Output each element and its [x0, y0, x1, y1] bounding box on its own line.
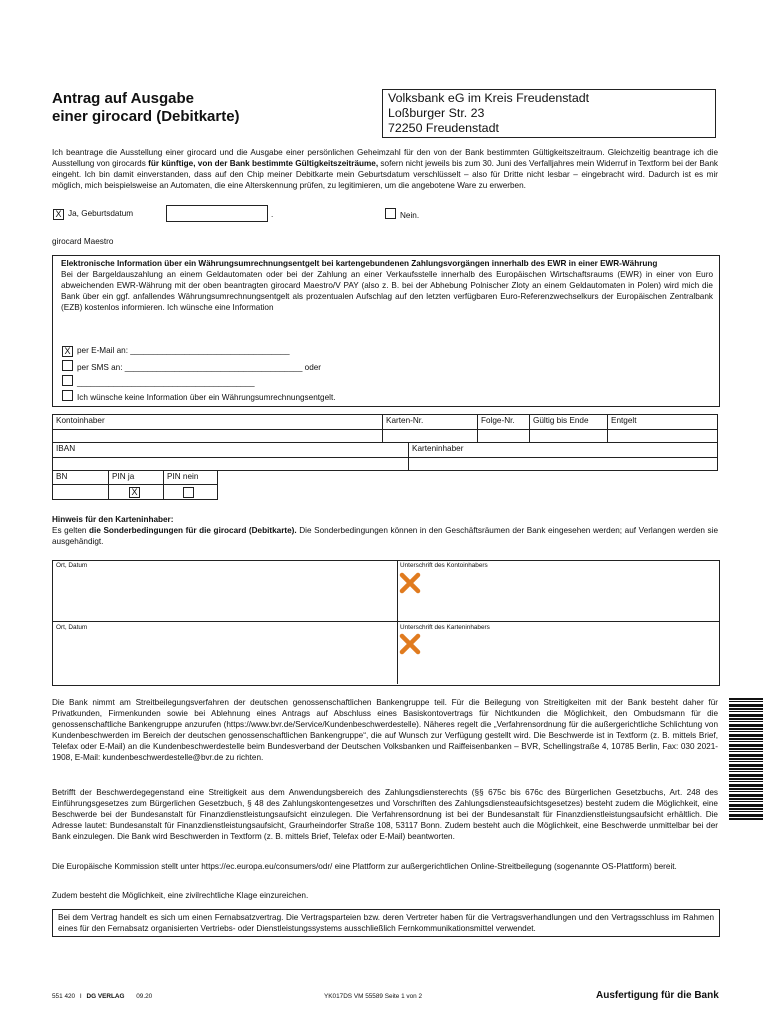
- bn-header: BN: [52, 470, 109, 485]
- karten-nr-header: Karten-Nr.: [382, 414, 478, 430]
- product-name: girocard Maestro: [52, 237, 114, 246]
- pin-ja-header: PIN ja: [108, 470, 164, 485]
- sign-here-cross-icon: [399, 633, 421, 655]
- hint-heading: Hinweis für den Karteninhaber:: [52, 515, 174, 524]
- signature-column-divider: [397, 560, 398, 684]
- folge-nr-header: Folge-Nr.: [477, 414, 530, 430]
- entgelt-field[interactable]: [607, 429, 718, 443]
- karteninhaber-field[interactable]: [408, 457, 718, 471]
- sig-kontoinhaber-field[interactable]: [430, 575, 710, 617]
- hint-text-2: Die Sonderbedingungen können in den Geschäftsräumen der Bank eingesehen werden; auf Verlangen werden sie ausgehändigt.: [52, 526, 718, 547]
- none-checkbox[interactable]: [62, 390, 73, 401]
- currency-option-none[interactable]: [62, 390, 336, 403]
- hint-text-1: Es gelten: [52, 526, 90, 536]
- birthdate-yes-checkbox[interactable]: X: [53, 209, 64, 220]
- birthdate-dot: .: [271, 210, 274, 219]
- karten-nr-field[interactable]: [382, 429, 478, 443]
- iban-field[interactable]: [52, 457, 409, 471]
- gueltig-field[interactable]: [529, 429, 608, 443]
- currency-option-other[interactable]: [62, 375, 255, 388]
- footer-form-number: YK017DS VM 55589 Seite 1 von 2: [324, 993, 423, 1000]
- birthdate-no-checkbox[interactable]: [385, 208, 396, 219]
- gueltig-header: Gültig bis Ende: [529, 414, 608, 430]
- sig-karteninhaber-label: Unterschrift des Karteninhabers: [400, 624, 490, 631]
- email-option-label: per E-Mail an: ___________________________________: [77, 346, 290, 355]
- currency-info-heading: Elektronische Information über ein Währungsumrechnungsentgelt bei kartengebundenen Zahlungsvorgängen innerhalb des EWR in einer EWR-Währung: [61, 259, 658, 268]
- currency-info-content: [61, 258, 713, 313]
- ort-datum-label-2: Ort, Datum: [56, 624, 88, 631]
- sign-here-cross-icon: [399, 572, 421, 594]
- footer-copy-label: Ausfertigung für die Bank: [596, 990, 719, 1001]
- kontoinhaber-header: Kontoinhaber: [52, 414, 383, 430]
- intro-text-1: Ich beantrage die Ausstellung einer girocard und die Ausgabe einer persönlichen Geheimzahl für den von der Bank bestimmten Gültigkeitszeitraum. Gleichzeitig beantrage ich die Ausstellung von girocards: [52, 148, 718, 169]
- kontoinhaber-field[interactable]: [52, 429, 383, 443]
- other-checkbox[interactable]: [62, 375, 73, 386]
- pin-ja-checkbox[interactable]: X: [129, 487, 140, 498]
- intro-paragraph: [52, 147, 718, 191]
- sig-karteninhaber-field[interactable]: [430, 636, 710, 680]
- entgelt-header: Entgelt: [607, 414, 718, 430]
- iban-header: IBAN: [52, 442, 409, 458]
- currency-info-body: Bei der Bargeldauszahlung an einem Geldautomaten oder bei der Zahlung an einer Verkaufsstelle innerhalb des Europäischen Wirtschaftsraums (EWR) in einer von Euro abweichenden EWR-Währung mit der oben beantragten girocard Maestro/V PAY (also z. B. bei der Abhebung Polnischer Zloty an einem Geldautomaten in Polen) wird mich die Bank über ein ggf. anfallendes Währungsumrechnungsentgelt als prozentualen Aufschlag auf den letzten verfügbaren Euro-Referenzwechselkurs der Europäischen Zentralbank (EZB) kostenlos informieren. Ich wünsche eine Information: [61, 270, 713, 313]
- cardholder-hint: [52, 514, 718, 547]
- intro-text-bold: für künftige, von der Bank bestimmte Gültigkeitszeiträume,: [148, 159, 379, 169]
- birthdate-no-label: Nein.: [400, 211, 420, 220]
- folge-nr-field[interactable]: [477, 429, 530, 443]
- footer-code: 551 420: [52, 993, 76, 1000]
- other-option-label: _______________________________________: [77, 378, 255, 387]
- birthdate-no-option[interactable]: [385, 208, 419, 221]
- footer-separator: I: [79, 993, 82, 1000]
- birthdate-input[interactable]: [166, 205, 268, 222]
- legal-paragraph-3: Die Europäische Kommission stellt unter https://ec.europa.eu/consumers/odr/ eine Plattform zur außergerichtlichen Online-Streitbeilegung (sogenannte OS-Plattform) bereit.: [52, 862, 677, 871]
- ort-datum-field-2[interactable]: [60, 636, 390, 680]
- barcode: [729, 698, 763, 820]
- hint-text-bold: die Sonderbedingungen für die girocard (Debitkarte).: [89, 526, 297, 536]
- sms-option-label: per SMS an: _______________________________________ oder: [77, 363, 322, 372]
- sms-checkbox[interactable]: [62, 360, 73, 371]
- ort-datum-label-1: Ort, Datum: [56, 562, 88, 569]
- legal-paragraph-4: Zudem besteht die Möglichkeit, eine zivilrechtliche Klage einzureichen.: [52, 891, 309, 900]
- distance-contract-box: Bei dem Vertrag handelt es sich um einen Fernabsatzvertrag. Die Vertragsparteien bzw. deren Vertreter haben für die Vertragsverhandlungen und den Vertragsschluss im Rahmen eines für den Fernabsatz organisierten Vertriebs- oder Dienstleistungssystems ausschließlich Fernkommunikationsmittel verwendet.: [52, 909, 720, 937]
- sig-kontoinhaber-label: Unterschrift des Kontoinhabers: [400, 562, 488, 569]
- currency-option-email[interactable]: [62, 345, 290, 357]
- birthdate-yes-option[interactable]: [53, 208, 133, 220]
- none-option-label: Ich wünsche keine Information über ein Währungsumrechnungsentgelt.: [77, 393, 336, 402]
- footer-left: [52, 993, 152, 1000]
- karteninhaber-header: Karteninhaber: [408, 442, 718, 458]
- pin-nein-header: PIN nein: [163, 470, 218, 485]
- footer-date: 09.20: [136, 993, 153, 1000]
- email-checkbox[interactable]: X: [62, 346, 73, 357]
- hint-text: [52, 525, 718, 547]
- bank-city: 72250 Freudenstadt: [388, 121, 499, 136]
- currency-option-sms[interactable]: [62, 360, 321, 373]
- birthdate-yes-label: Ja, Geburtsdatum: [68, 209, 134, 218]
- bn-field[interactable]: [52, 484, 109, 500]
- legal-paragraph-1: Die Bank nimmt am Streitbeilegungsverfahren der deutschen genossenschaftlichen Bankengruppe teil. Für die Beilegung von Streitigkeiten mit der Bank besteht daher für Privatkunden, Firmenkunden sowie bei Ablehnung eines Antrags auf Abschluss eines Basiskontovertrags für Nichtkunden die Möglichkeit, den Ombudsmann für die genossenschaftliche Bankengruppe anzurufen (https://www.bvr.de/Service/Kundenbeschwerdestelle). Näheres regelt die „Verfahrensordnung für die außergerichtliche Schlichtung von Kundenbeschwerden im Bereich der deutschen genossenschaftlichen Bankengruppe“, die auf Wunsch zur Verfügung gestellt wird. Die Beschwerde ist in Textform (z. B. mittels Brief, Telefax oder E-Mail) an die Kundenbeschwerdestelle beim Bundesverband der Deutschen Volksbanken und Raiffeisenbanken – BVR, Schellingstraße 4, 10785 Berlin, Fax: 030 2021-1908, E-Mail: kundenbeschwerdestelle@bvr.de zu richten.: [52, 698, 718, 763]
- legal-paragraph-2: Betrifft der Beschwerdegegenstand eine Streitigkeit aus dem Anwendungsbereich des Zahlungsdiensterechts (§§ 675c bis 676c des Bürgerlichen Gesetzbuchs, Art. 248 des Einführungsgesetzes zum Bürgerlichen Gesetzbuch, § 48 des Zahlungskontengesetzes und Vorschriften des Zahlungsdiensteaufsichtsgesetzes) besteht zudem die Möglichkeit, eine Beschwerde bei der Bundesanstalt für Finanzdienstleistungsaufsicht einzulegen. Die Verfahrensordnung ist bei der Bundesanstalt für Finanzdienstleistungsaufsicht erhältlich. Die Adresse lautet: Bundesanstalt für Finanzdienstleistungsaufsicht, Graurheindorfer Straße 108, 53117 Bonn. Zudem besteht auch die Möglichkeit, eine Beschwerde unmittelbar bei der Bank einzulegen. Die Bank wird Beschwerden in Textform (z. B. mittels Brief, Telefax oder E-Mail) beantworten.: [52, 788, 718, 842]
- intro-text-2: sofern nicht jeweils bis zum 30. Juni des Verfalljahres mein Widerruf in Textform bei der Bank eingeht. Ich bin damit einverstanden, dass auf den Chip meiner Debitkarte mein Geburtsdatum verschlüsselt – also für Dritte nicht lesbar – eingebracht wird. Dadurch ist es mir möglich, mich beispielsweise an Automaten, die eine Alterskennung prüfen, zu legitimieren, um die angebotene Ware zu erwerben.: [52, 159, 719, 191]
- bank-address: [388, 91, 589, 137]
- publisher-logo: DG VERLAG: [86, 993, 125, 1000]
- form-title-line1: Antrag auf Ausgabe: [52, 90, 194, 107]
- pin-nein-checkbox[interactable]: [183, 487, 194, 498]
- bank-street: Loßburger Str. 23: [388, 106, 485, 121]
- ort-datum-field-1[interactable]: [60, 575, 390, 617]
- form-title: [52, 90, 240, 126]
- form-title-line2: einer girocard (Debitkarte): [52, 108, 240, 125]
- bank-name: Volksbank eG im Kreis Freudenstadt: [388, 91, 590, 105]
- signature-divider: [52, 621, 719, 622]
